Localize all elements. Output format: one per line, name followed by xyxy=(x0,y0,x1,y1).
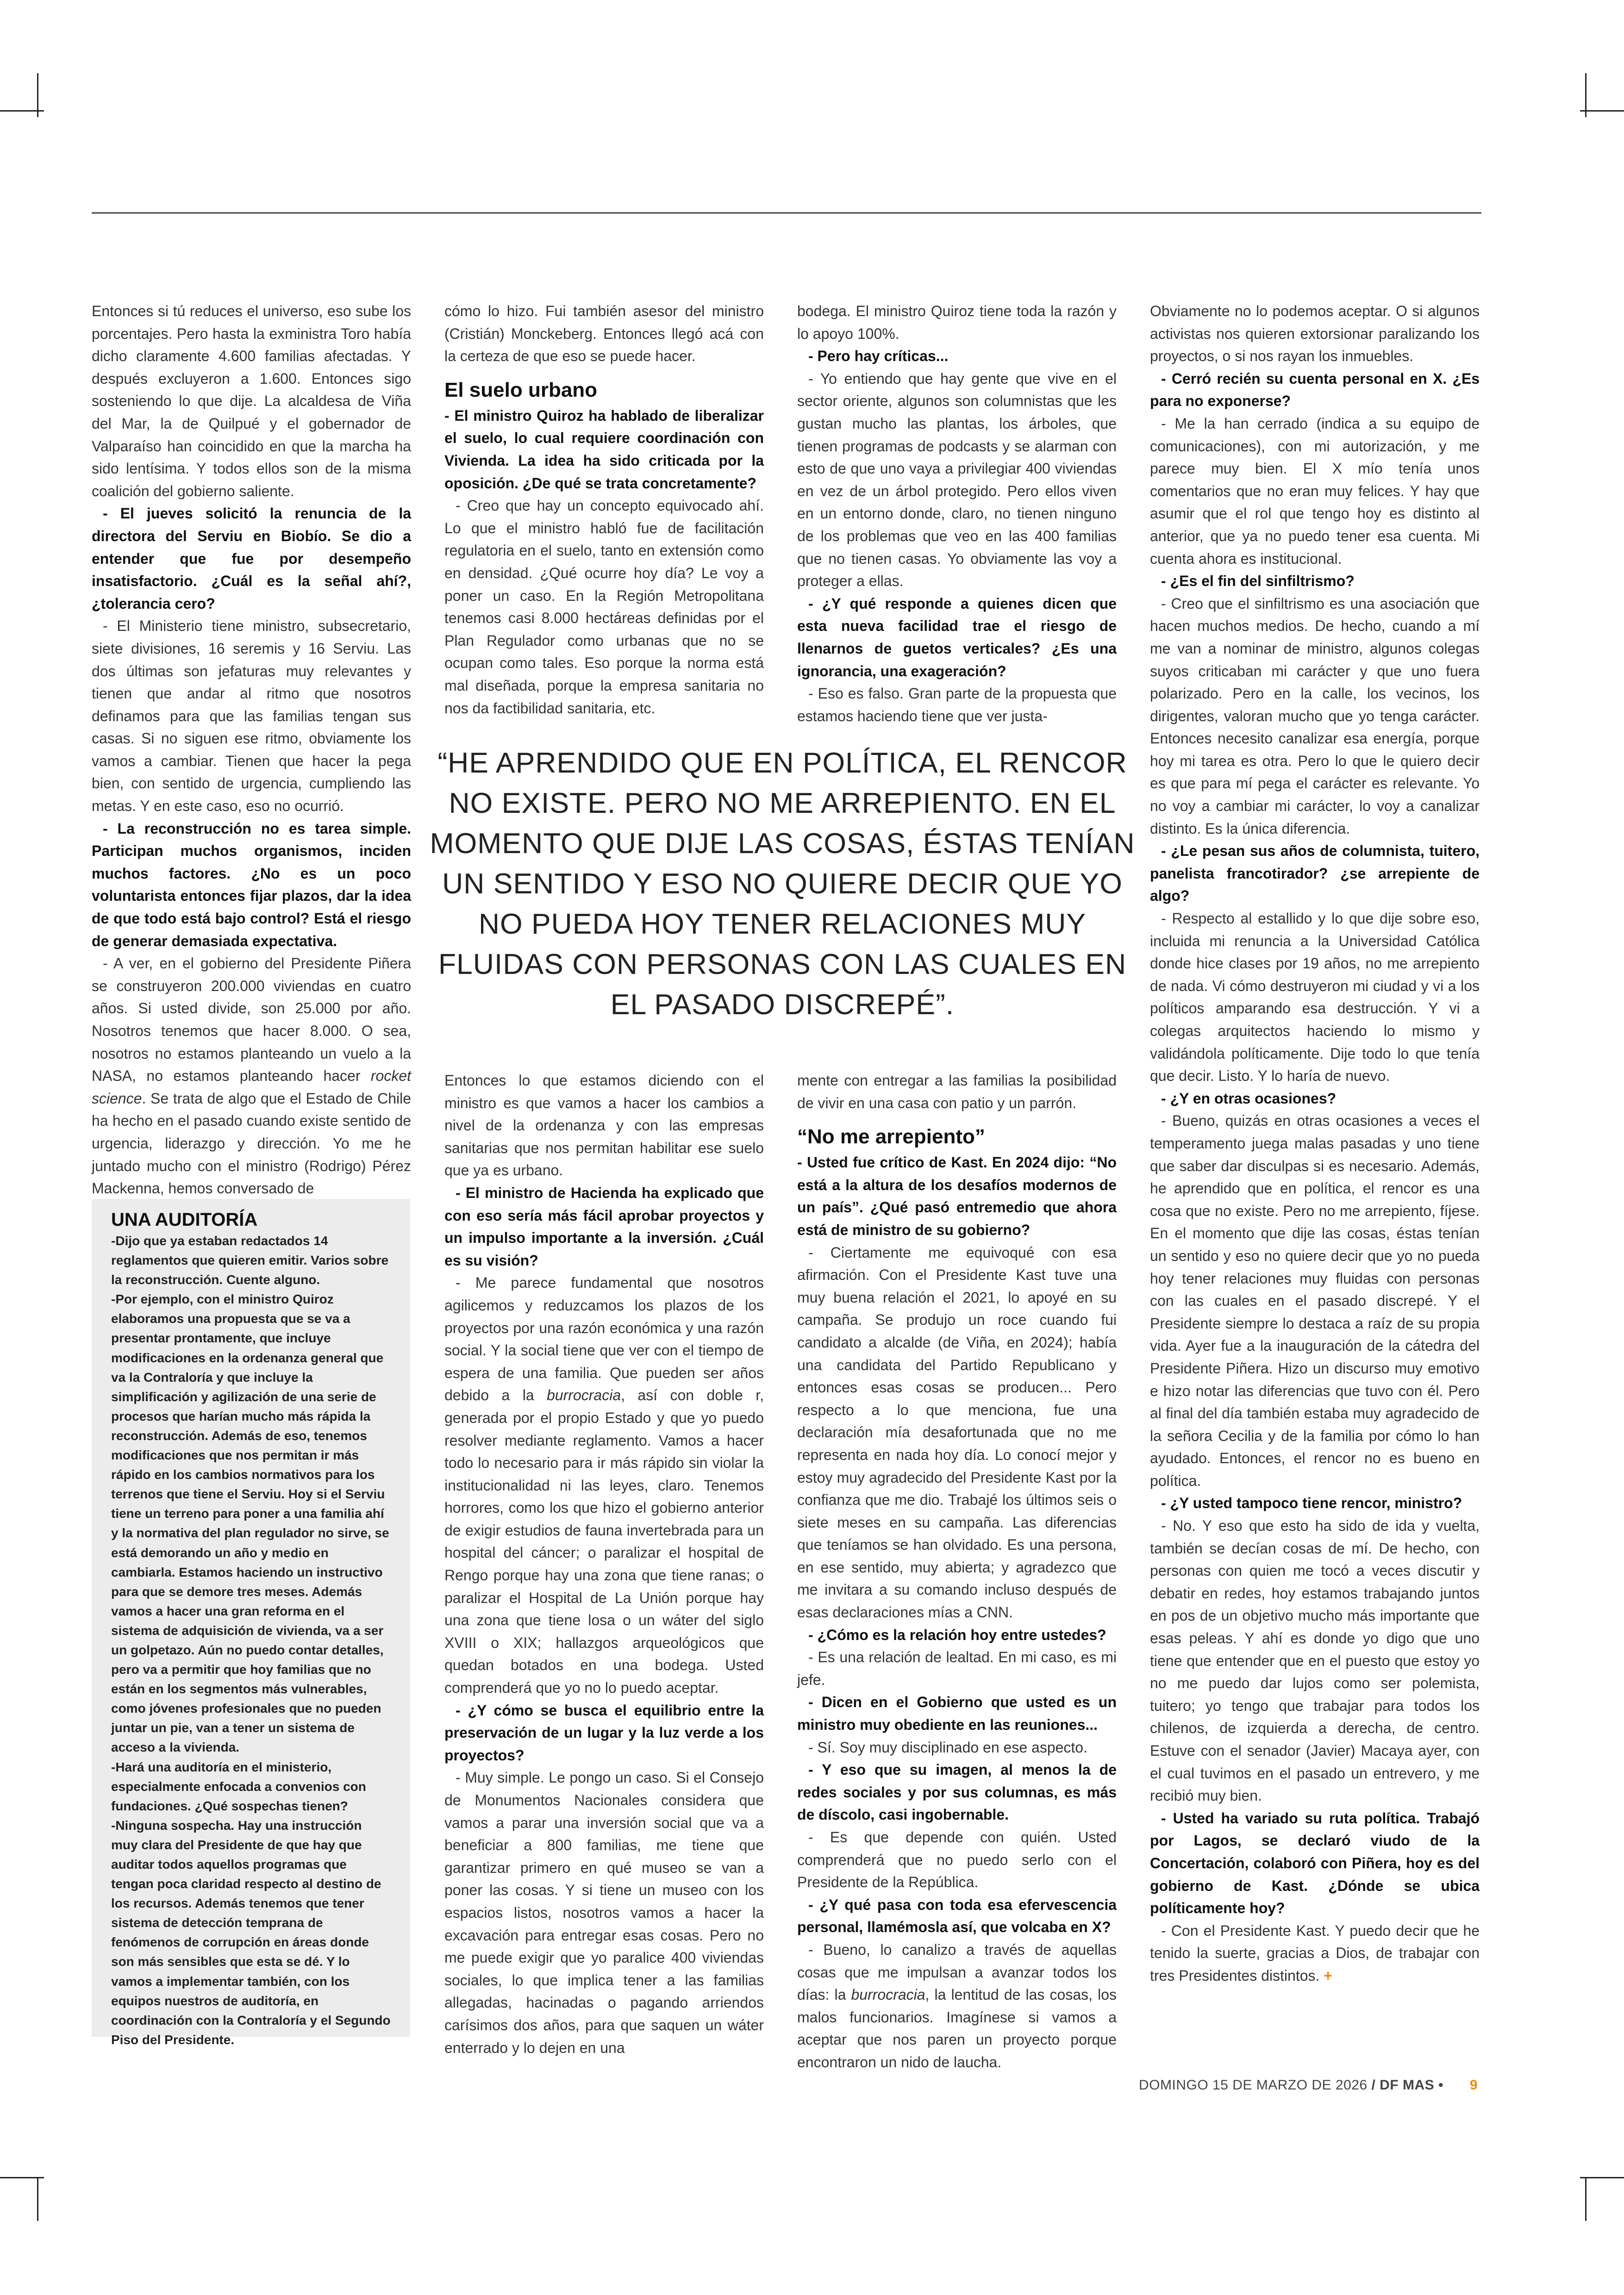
footer-section: / DF MAS • xyxy=(1371,2077,1443,2093)
paragraph: Entonces lo que estamos diciendo con el ministro es que vamos a hacer los cambios a nivel de la ordenanza y con las empresas sanitarias que nos permitan habilitar ese suelo que ya es urbano. xyxy=(444,1072,764,1179)
paragraph: Entonces si tú reduces el universo, eso sube los porcentajes. Pero hasta la exministra Toro había dicho claramente 4.600 familias afectadas. Y después excluyeron a 1.600. Entonces sigo sosteniendo lo que dije. La alcaldesa de Viña del Mar, la de Quilpué y el gobernador de Valparaíso han coincidido en que la marcha ha sido lentísima. Y todos ellos son de la misma coalición del gobierno saliente. xyxy=(92,303,411,499)
column-2-top xyxy=(444,300,764,719)
question: - ¿Es el fin del sinfiltrismo? xyxy=(1161,573,1355,590)
question: - Cerró recién su cuenta personal en X. ¿Es para no exponerse? xyxy=(1150,370,1480,410)
answer: - A ver, en el gobierno del Presidente Piñera se construyeron 200.000 viviendas en cuatro años. Si usted divide, son 25.000 por año. Nosotros tenemos que hacer 8.000. O sea, nosotros no estamos planteando un vuelo a la NASA, no estamos planteando hacer rocket science. Se trata de algo que el Estado de Chile ha hecho en el pasado cuando existe sentido de urgencia, liderazgo y dirección. Yo me he juntado mucho con el ministro (Rodrigo) Pérez Mackenna, hemos conversado de xyxy=(92,955,411,1197)
answer: - Me la han cerrado (indica a su equipo de comunicaciones), con mi autorización, y me parece muy bien. El X mío tenía unos comentarios que no eran muy felices. Y hay que asumir que el rol que tengo hoy es distinto al anterior, que ya no puedo tener esa cuenta. Mi cuenta ahora es institucional. xyxy=(1150,415,1480,567)
top-rule xyxy=(92,212,1481,214)
subheading: El suelo urbano xyxy=(444,378,598,401)
question: - Dicen en el Gobierno que usted es un ministro muy obediente en las reuniones... xyxy=(797,1694,1117,1734)
answer: - Ciertamente me equivoqué con esa afirmación. Con el Presidente Kast tuve una muy buena relación el 2021, lo apoyé en su campaña. Se produjo un roce cuando fui candidato a alcalde (de Viña, en 2024); había una candidata del Partido Republicano y entonces esas cosas se producen... Pero respecto a lo que menciona, fue una declaración mía desafortunada que no me representa en nada hoy día. Lo conocí mejor y estoy muy agradecido del Presidente Kast por la confianza que me dio. Trabajé los últimos seis o siete meses en su campaña. Las diferencias que teníamos se han olvidado. Es una persona, en ese sentido, muy abierta; y agradezco que me invitara a su comando incluso después de esas declaraciones mías a CNN. xyxy=(797,1244,1117,1621)
crop-mark xyxy=(0,2177,44,2178)
answer: - Muy simple. Le pongo un caso. Si el Consejo de Monumentos Nacionales considera que vamos a parar una inversión social que va a beneficiar a 800 familias, me tiene que garantizar primero en qué museo se van a poner las cosas. Y si tiene un museo con los espacios listos, nosotros vamos a hacer la excavación para entregar esas cosas. Pero no me puede exigir que yo paralice 400 viviendas sociales, lo que implica tener a las familias allegadas, hacinadas o pagando arriendos carísimos dos años, para que saquen un wáter enterrado y lo dejen en una xyxy=(444,1769,764,2056)
question: - ¿Le pesan sus años de columnista, tuitero, panelista francotirador? ¿se arrepiente de algo? xyxy=(1150,842,1480,904)
question: - El jueves solicitó la renuncia de la directora del Serviu en Biobío. Se dio a entender que fue por desempeño insatisfactorio. ¿Cuál es la señal ahí?, ¿tolerancia cero? xyxy=(92,505,411,612)
answer: - Es que depende con quién. Usted comprenderá que no puedo serlo con el Presidente de la República. xyxy=(797,1829,1117,1891)
answer: - Respecto al estallido y lo que dije sobre eso, incluida mi renuncia a la Universidad Católica donde hice clases por 19 años, no me arrepiento de nada. Vi cómo destruyeron mi ciudad y vi a los políticos amparando esa destrucción. Y vi a colegas arquitectos haciendo lo mismo y validándola políticamente. Dije todo lo que tenía que decir. Listo. Y lo haría de nuevo. xyxy=(1150,910,1480,1085)
question: - ¿Y usted tampoco tiene rencor, ministro? xyxy=(1161,1495,1462,1512)
page-number: 9 xyxy=(1469,2077,1478,2093)
column-1 xyxy=(92,300,411,1200)
crop-mark xyxy=(1580,2177,1624,2178)
pull-quote: “HE APRENDIDO QUE EN POLÍTICA, EL RENCOR NO EXISTE. PERO NO ME ARREPIENTO. EN EL MOMENTO QUE DIJE LAS COSAS, ÉSTAS TENÍAN UN SENTIDO Y ESO NO QUIERE DECIR QUE YO NO PUEDA HOY TENER RELACIONES MUY FLUIDAS CON PERSONAS CON LAS CUALES EN EL PASADO DISCREPÉ”. xyxy=(430,747,1135,1021)
question: - La reconstrucción no es tarea simple. Participan muchos organismos, inciden muchos factores. ¿No es un poco voluntarista entonces fijar plazos, dar la idea de que todo está bajo control? Está el riesgo de generar demasiada expectativa. xyxy=(92,820,411,949)
answer: - Yo entiendo que hay gente que vive en el sector oriente, algunos son columnistas que les gustan mucho las plantas, los árboles, que tienen programas de podcasts y se alarman con esto de que uno vaya a privilegiar 400 viviendas en vez de un árbol protegido. Pero ellos viven en un entorno donde, claro, no tienen ninguno de los problemas que veo en las 400 familias que no tienen casas. Yo obviamente las voy a proteger a ellas. xyxy=(797,370,1117,590)
question: - ¿Cómo es la relación hoy entre ustedes? xyxy=(808,1626,1106,1643)
paragraph: cómo lo hizo. Fui también asesor del ministro (Cristián) Monckeberg. Entonces llegó acá con la certeza de que eso se puede hacer. xyxy=(444,303,764,365)
box-question: -Dijo que ya estaban redactados 14 reglamentos que quieren emitir. Varios sobre la reconstrucción. Cuente alguno. xyxy=(111,1234,389,1287)
box-title: UNA AUDITORÍA xyxy=(111,1210,258,1230)
answer: - Bueno, lo canalizo a través de aquellas cosas que me impulsan a avanzar todos los días: la burrocracia, la lentitud de las cosas, los malos funcionarios. Imagínese si vamos a aceptar que nos paren un proyecto porque encontraron un nido de laucha. xyxy=(797,1941,1117,2070)
answer: - Es una relación de lealtad. En mi caso, es mi jefe. xyxy=(797,1649,1117,1688)
crop-mark xyxy=(37,2177,38,2221)
question: - ¿Y cómo se busca el equilibrio entre la preservación de un lugar y la luz verde a los proyectos? xyxy=(444,1702,764,1764)
question: - Usted fue crítico de Kast. En 2024 dijo: “No está a la altura de los desafíos modernos de un país”. ¿Qué pasó entremedio que ahora está de ministro de su gobierno? xyxy=(797,1154,1117,1238)
crop-mark xyxy=(0,110,44,112)
answer: - El Ministerio tiene ministro, subsecretario, siete divisiones, 16 seremis y 16 Serviu. Las dos últimas son jefaturas muy relevantes y tienen que andar al ritmo que nosotros definamos para que las familias tengan sus casas. Si no siguen ese ritmo, obviamente los vamos a cambiar. Tienen que hacer la pega bien, con sentido de urgencia, cumpliendo las metas. Y en este caso, eso no ocurrió. xyxy=(92,617,411,815)
answer: - No. Y eso que esto ha sido de ida y vuelta, también se decían cosas de mí. De hecho, con personas con quien me tocó a veces discutir y debatir en redes, hoy estamos trabajando juntos en pos de un objetivo mucho más importante que esas peleas. Y ahí es donde yo digo que uno tiene que entender que en el puesto que estoy yo no me puedo dar lujos como ser polemista, tuitero; yo tengo que trabajar para todos los chilenos, de izquierda a derecha, de centro. Estuve con el senador (Javier) Macaya ayer, con el cual tuvimos en el pasado un entrevero, y me recibió muy bien. xyxy=(1150,1517,1480,1804)
answer: - Eso es falso. Gran parte de la propuesta que estamos haciendo tiene que ver justa- xyxy=(797,685,1117,724)
answer: - Sí. Soy muy disciplinado en ese aspecto. xyxy=(808,1739,1087,1756)
answer: - Bueno, quizás en otras ocasiones a veces el temperamento juega malas pasadas y uno tiene que saber dar disculpas si es necesario. Además, he aprendido que en política, el rencor es una cosa que no existe. Pero no me arrepiento, fíjese. En el momento que dije las cosas, éstas tenían un sentido y eso no quiere decir que yo no pueda hoy tener relaciones muy fluidas con personas con las cuales en el pasado discrepé. Y el Presidente siempre lo destaca a raíz de su propia vida. Ayer fue a la inauguración de la cátedra del Presidente Piñera. Hizo un discurso muy emotivo e hizo notar las diferencias que tuvo con él. Pero al final del día también estaba muy agradecido de la señora Cecilia y de la familia por cómo lo han ayudado. Entonces, el rencor no es bueno en política. xyxy=(1150,1112,1480,1489)
page-footer xyxy=(1139,2077,1491,2105)
column-3-bottom xyxy=(797,1069,1117,2074)
answer: - Creo que el sinfiltrismo es una asociación que hacen muchos medios. De hecho, cuando a mí me van a nominar de ministro, algunos colegas suyos criticaban mi carácter y que uno fuera polarizado. Pero en la calle, los vecinos, los dirigentes, valoran mucho que yo tenga carácter. Entonces necesito canalizar esa energía, porque hoy mi tarea es otra. Pero lo que le quiero decir es que para mí pega el carácter es relevante. Yo no voy a cambiar mi carácter, lo voy a canalizar distinto. Es la única diferencia. xyxy=(1150,595,1480,837)
paragraph: bodega. El ministro Quiroz tiene toda la razón y lo apoyo 100%. xyxy=(797,303,1117,342)
column-3-top xyxy=(797,300,1117,727)
question: - Pero hay críticas... xyxy=(808,348,949,365)
sidebar-box xyxy=(92,1199,410,2047)
box-answer: -Ninguna sospecha. Hay una instrucción muy clara del Presidente de que hay que auditar todos aquellos programas que tengan poca claridad respecto al destino de los recursos. Además tenemos que tener sistema de detección temprana de fenómenos de corrupción en áreas donde son más sensibles que esta se dé. Y lo vamos a implementar también, con los equipos nuestros de auditoría, en coordinación con la Contraloría y el Segundo Piso del Presidente. xyxy=(111,1818,391,2047)
column-4 xyxy=(1150,300,1480,1987)
answer: - Creo que hay un concepto equivocado ahí. Lo que el ministro habló fue de facilitación regulatoria en el suelo, tanto en extensión como en densidad. ¿Qué ocurre hoy día? Le voy a poner un caso. En la Región Metropolitana tenemos casi 8.000 hectáreas definidas por el Plan Regulador como urbanas que no se ocupan como tales. Eso porque la norma está mal diseñada, porque la empresa sanitaria no nos da factibilidad sanitaria, etc. xyxy=(444,497,764,717)
end-mark: + xyxy=(1324,1967,1332,1984)
footer-date: DOMINGO 15 DE MARZO DE 2026 xyxy=(1139,2077,1368,2093)
crop-mark xyxy=(1580,110,1624,112)
subheading: “No me arrepiento” xyxy=(797,1125,985,1148)
question: - ¿Y en otras ocasiones? xyxy=(1161,1090,1337,1107)
question: - Usted ha variado su ruta política. Trabajó por Lagos, se declaró viudo de la Concertación, colaboró con Piñera, hoy es del gobierno de Kast. ¿Dónde se ubica políticamente hoy? xyxy=(1150,1809,1480,1917)
question: - El ministro de Hacienda ha explicado que con eso sería más fácil aprobar proyectos y un impulso importante a la inversión. ¿Cuál es su visión? xyxy=(444,1184,764,1269)
question: - ¿Y qué pasa con toda esa efervescencia personal, llamémosla así, que volcaba en X? xyxy=(797,1896,1117,1936)
answer: - Con el Presidente Kast. Y puedo decir que he tenido la suerte, gracias a Dios, de trabajar con tres Presidentes distintos. + xyxy=(1150,1922,1480,1984)
column-2-bottom xyxy=(444,1069,764,2059)
crop-mark xyxy=(1585,2177,1587,2221)
box-answer: -Por ejemplo, con el ministro Quiroz elaboramos una propuesta que se va a presentar prontamente, que incluye modificaciones en la ordenanza general que va la Contraloría y que incluye la simplificación y agilización de una serie de procesos que harían mucho más rápida la reconstrucción. Además de eso, tenemos modificaciones que nos permitan ir más rápido en los cambios normativos para los terrenos que tiene el Serviu. Hoy si el Serviu tiene un terreno para poner a una familia ahí y la normativa del plan regulador no sirve, se está demorando un año y medio en cambiarla. Estamos haciendo un instructivo para que se demore tres meses. Además vamos a hacer una gran reforma en el sistema de adquisición de vivienda, va a ser un golpetazo. Aún no puedo contar detalles, pero va a permitir que hoy familias que no están en los segmentos más vulnerables, como jóvenes profesionales que no pueden juntar un pie, van a tener un sistema de acceso a la vivienda. xyxy=(111,1292,389,1755)
paragraph: mente con entregar a las familias la posibilidad de vivir en una casa con patio y un parrón. xyxy=(797,1072,1117,1111)
question: - El ministro Quiroz ha hablado de liberalizar el suelo, lo cual requiere coordinación con Vivienda. La idea ha sido criticada por la oposición. ¿De qué se trata concretamente? xyxy=(444,407,764,492)
question: - Y eso que su imagen, al menos la de redes sociales y por sus columnas, es más de díscolo, casi ingobernable. xyxy=(797,1761,1117,1823)
question: - ¿Y qué responde a quienes dicen que esta nueva facilidad trae el riesgo de llenarnos de guetos verticales? ¿Es una ignorancia, una exageración? xyxy=(797,595,1117,680)
paragraph: Obviamente no lo podemos aceptar. O si algunos activistas nos quieren extorsionar paralizando los proyectos, o si nos rayan los inmuebles. xyxy=(1150,303,1480,365)
box-question: -Hará una auditoría en el ministerio, especialmente enfocada a convenios con fundaciones. ¿Qué sospechas tienen? xyxy=(111,1759,366,1813)
answer: - Me parece fundamental que nosotros agilicemos y reduzcamos los plazos de los proyectos por una razón económica y una razón social. Y la social tiene que ver con el tiempo de espera de una familia. Que pueden ser años debido a la burrocracia, así con doble r, generada por el propio Estado y que yo puedo resolver mediante reglamento. Vamos a hacer todo lo necesario para ir más rápido sin violar la institucionalidad ni las leyes, claro. Tenemos horrores, como los que hizo el gobierno anterior de exigir estudios de fauna invertebrada para un hospital del cáncer; o paralizar el hospital de Rengo porque hay una zona que tiene ranas; o paralizar el Hospital de La Unión porque hay una zona que tiene losa o un wáter del siglo XVIII o XIX; hallazgos arqueológicos que quedan botados en una bodega. Usted comprenderá que yo no lo puedo aceptar. xyxy=(444,1274,764,1696)
